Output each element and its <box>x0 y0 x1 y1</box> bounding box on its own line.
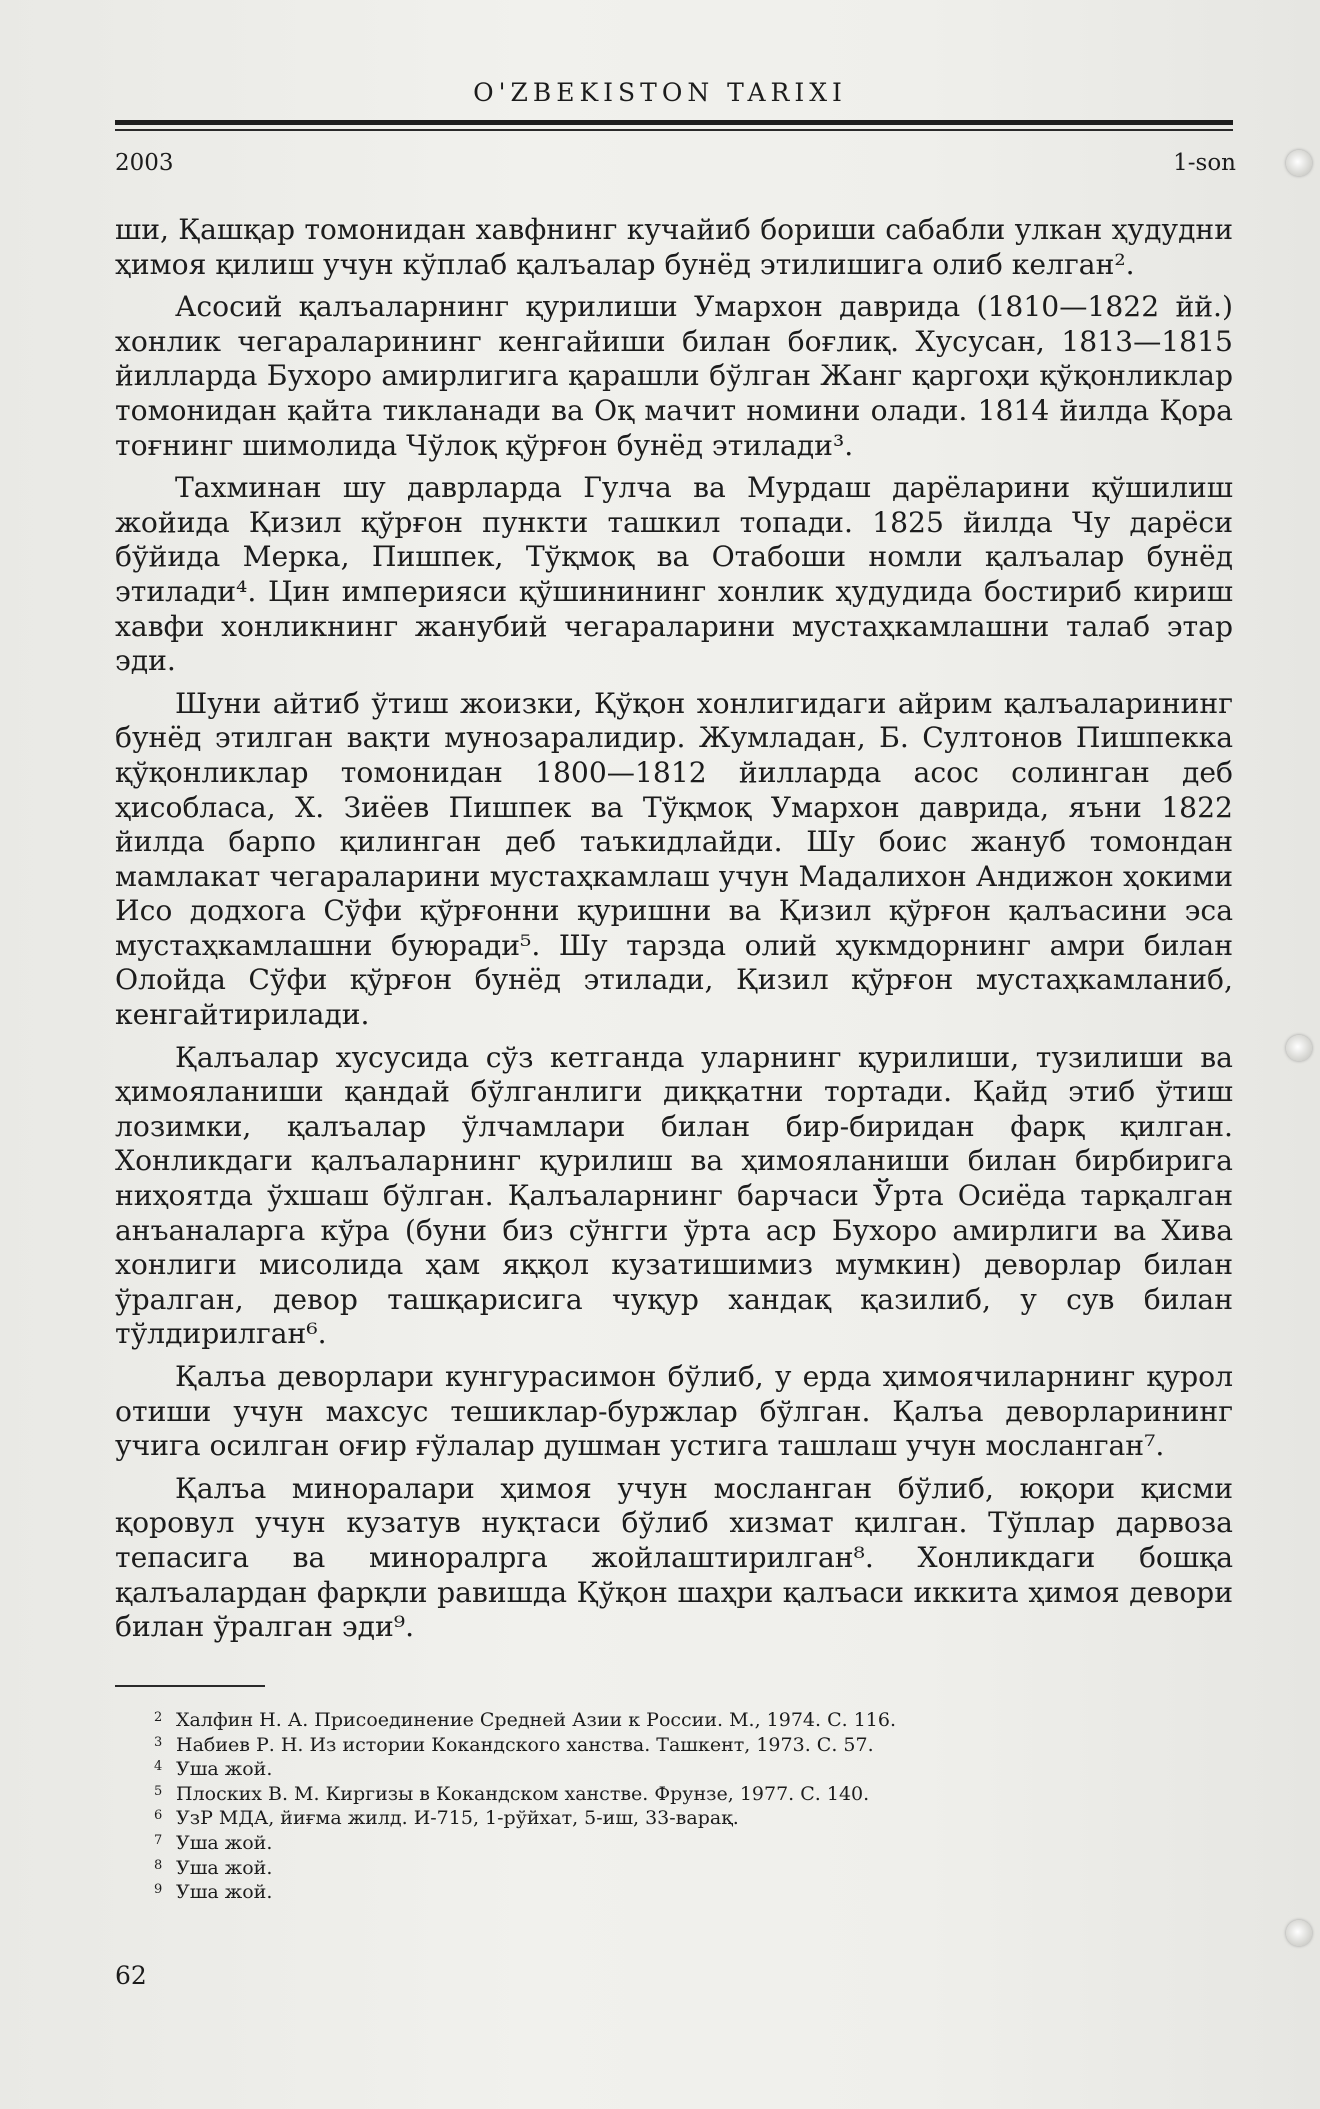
footnote-text: Плоских В. М. Киргизы в Кокандском ханстве. Фрунзе, 1977. С. 140. <box>176 1782 870 1805</box>
issue-year: 2003 <box>115 150 174 176</box>
header-rule-thick <box>115 120 1233 125</box>
paragraph: Қалъа деворлари кунгурасимон бўлиб, у ерда ҳимоячиларнинг қурол отиши учун махсус тешиклар-буржлар бўлган. Қалъа деворларининг учига осилган оғир ғўлалар душман устига ташлаш учун мосланган⁷. <box>115 1360 1233 1463</box>
footnote-text: Уша жой. <box>176 1758 273 1781</box>
footnote-separator <box>115 1685 265 1687</box>
footnote-text: Уша жой. <box>176 1856 273 1879</box>
footnote <box>154 1880 1176 1905</box>
footnote <box>154 1831 1176 1856</box>
paragraph: Шуни айтиб ўтиш жоизки, Қўқон хонлигидаги айрим қалъаларининг бунёд этилган вақти мунозаралидир. Жумладан, Б. Султонов Пишпекка қўқонликлар томонидан 1800—1812 йилларда асос солинган деб ҳисобласа, Х. Зиёев Пишпек ва Тўқмоқ Умархон даврида, яъни 1822 йилда барпо қилинган деб таъкидлайди. Шу боис жануб томондан мамлакат чегараларини мустаҳкамлаш учун Мадалихон Андижон ҳокими Исо додхога Сўфи қўрғонни қуришни ва Қизил қўрғон қалъасини эса мустаҳкамлашни буюради⁵. Шу тарзда олий ҳукмдорнинг амри билан Олойда Сўфи қўрғон бунёд этилади, Қизил қўрғон мустаҳкамланиб, кенгайтирилади. <box>115 686 1233 1032</box>
footnote-text: Халфин Н. А. Присоединение Средней Азии к России. М., 1974. С. 116. <box>176 1709 897 1731</box>
footnote <box>154 1806 1176 1831</box>
footnote-number: 8 <box>154 1857 163 1873</box>
footnote-number: 4 <box>154 1759 163 1775</box>
footnotes <box>154 1708 1176 1905</box>
footnote <box>154 1708 1176 1733</box>
paragraph: Қалъалар хусусида сўз кетганда уларнинг қурилиши, тузилиши ва ҳимояланиши қандай бўлганлиги диққатни тортади. Қайд этиб ўтиш лозимки, қалъалар ўлчамлари билан бир-биридан фарқ қилган. Хонликдаги қалъаларнинг қурилиш ва ҳимояланиши билан бирбирига ниҳоятда ўхшаш бўлган. Қалъаларнинг барчаси Ўрта Осиёда тарқалган анъаналарга кўра (буни биз сўнгги ўрта аср Бухоро амирлиги ва Хива хонлиги мисолида ҳам яққол кузатишимиз мумкин) деворлар билан ўралган, девор ташқарисига чуқур хандақ қазилиб, у сув билан тўлдирилган⁶. <box>115 1040 1233 1351</box>
paragraph: Асосий қалъаларнинг қурилиши Умархон даврида (1810—1822 йй.) хонлик чегараларининг кенгайиши билан боғлиқ. Хусусан, 1813—1815 йилларда Бухоро амирлигига қарашли бўлган Жанг қаргоҳи қўқонликлар томонидан қайта тикланади ва Оқ мачит номини олади. 1814 йилда Қора тоғнинг шимолида Чўлоқ қўрғон бунёд этилади³. <box>115 290 1233 462</box>
header-rule-thin <box>115 129 1233 131</box>
footnote-number: 2 <box>154 1710 163 1725</box>
page-number: 62 <box>115 1961 147 1990</box>
paragraph: Тахминан шу даврларда Гулча ва Мурдаш дарёларини қўшилиш жойида Қизил қўрғон пункти ташкил топади. 1825 йилда Чу дарёси бўйида Мерка, Пишпек, Тўқмоқ ва Отабоши номли қалъалар бунёд этилади⁴. Цин империяси қўшинининг хонлик ҳудудида бостириб кириш хавфи хонликнинг жанубий чегараларини мустаҳкамлашни талаб этар эди. <box>115 471 1233 678</box>
footnote-number: 5 <box>154 1783 163 1799</box>
binder-hole-icon <box>1286 150 1312 176</box>
footnote-number: 3 <box>154 1734 163 1750</box>
footnote <box>154 1856 1176 1881</box>
footnote-text: Уша жой. <box>176 1831 273 1854</box>
footnote-number: 6 <box>154 1808 163 1824</box>
issue-number: 1-son <box>1173 150 1236 176</box>
journal-title: O'ZBEKISTON TARIXI <box>473 78 847 107</box>
footnote-text: УзР МДА, йиғма жилд. И-715, 1-рўйхат, 5-иш, 33-варақ. <box>176 1807 739 1830</box>
footnote-number: 7 <box>154 1832 163 1848</box>
footnote <box>154 1733 1176 1758</box>
footnote-number: 9 <box>154 1882 163 1898</box>
binder-hole-icon <box>1286 1035 1312 1061</box>
footnote-text: Набиев Р. Н. Из истории Кокандского ханства. Ташкент, 1973. С. 57. <box>176 1733 874 1756</box>
paragraph: Қалъа миноралари ҳимоя учун мосланган бўлиб, юқори қисми қоровул учун кузатув нуқтаси бўлиб хизмат қилган. Тўплар дарвоза тепасига ва миноралрга жойлаштирилган⁸. Хонликдаги бошқа қалъалардан фарқли равишда Қўқон шаҳри қалъаси иккита ҳимоя девори билан ўралган эди⁹. <box>115 1471 1233 1644</box>
paragraph: ши, Қашқар томонидан хавфнинг кучайиб бориши сабабли улкан ҳудудни ҳимоя қилиш учун кўплаб қалъалар бунёд этилишига олиб келган². <box>115 213 1233 281</box>
footnote <box>154 1757 1176 1782</box>
footnote-text: Уша жой. <box>176 1881 273 1904</box>
binder-hole-icon <box>1286 1920 1312 1946</box>
article-body <box>115 213 1233 1653</box>
footnote <box>154 1782 1176 1807</box>
